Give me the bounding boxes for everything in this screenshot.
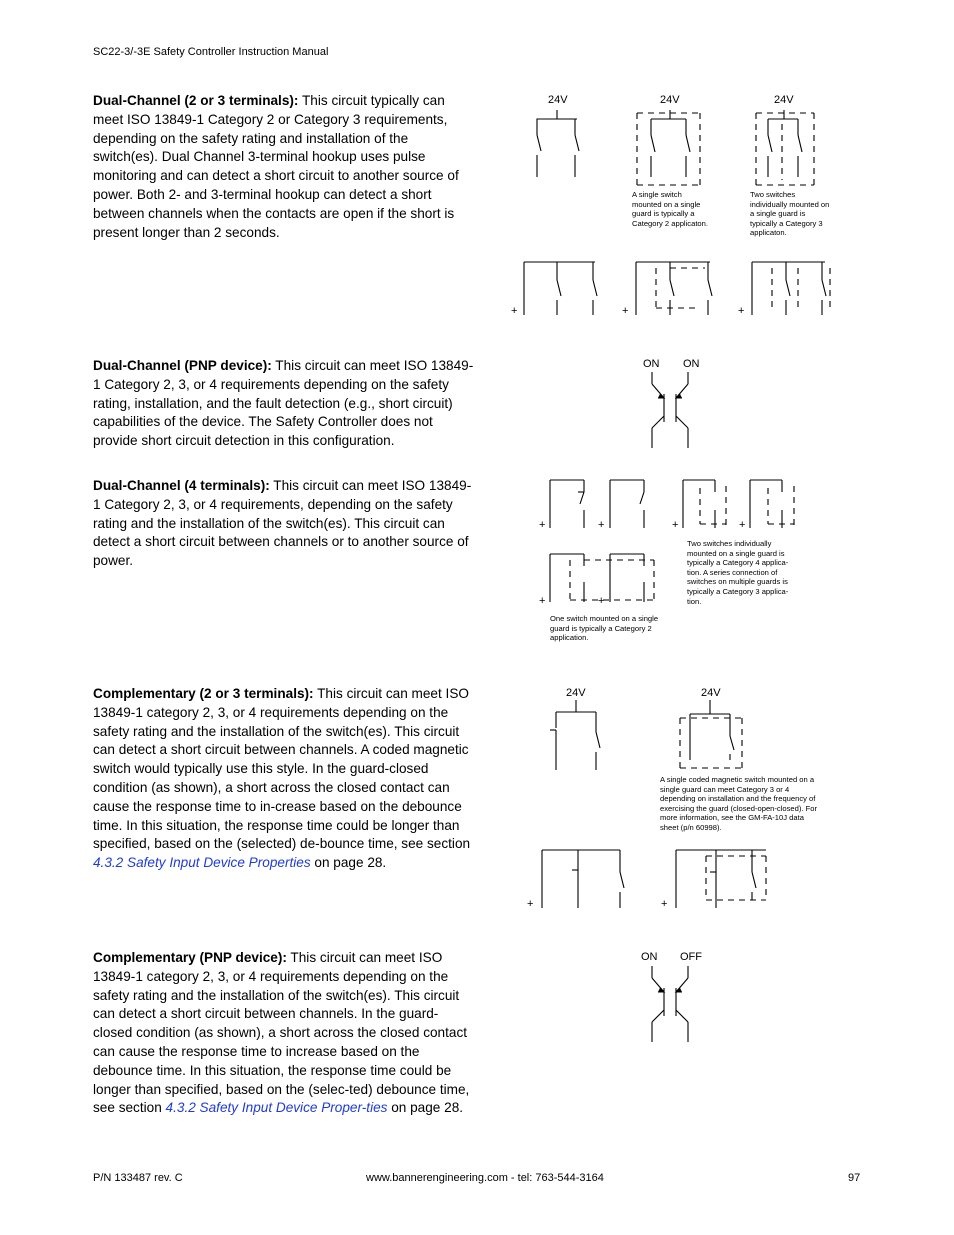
- label-24v: 24V: [774, 94, 794, 106]
- note-two-switches-cat4: Two switches individually mounted on a single guard is typically a Category 4 applica-tion. A series connection of switches on multiple guards is typically a Category 3 applica-tion.: [687, 539, 789, 606]
- plus-sign: +: [739, 519, 746, 531]
- plus-sign: +: [539, 595, 546, 607]
- plus-sign: +: [527, 898, 534, 910]
- note-coded-magnetic-switch: A single coded magnetic switch mounted on a single guard can meet Category 3 or 4 depending on installation and the frequency of exercising the guard (closed-open-closed). For more information, see the GM-FA-10J data sheet (p/n 60998).: [660, 775, 818, 832]
- section-link[interactable]: 4.3.2 Safety Input Device Proper-ties: [165, 1100, 388, 1116]
- part-number: P/N 133487 rev. C: [93, 1172, 183, 1184]
- plus-sign: +: [661, 898, 668, 910]
- label-off: OFF: [680, 951, 702, 963]
- section-heading: Dual-Channel (4 terminals):: [93, 478, 270, 493]
- section-tail: on page 28.: [387, 1100, 464, 1116]
- section-body: This circuit can meet ISO 13849-1 category 2, 3, or 4 requirements depending on the safety rating and the installation of the switch(es). This circuit can detect a short circuit between channels. In the guard-closed condition (as shown), a short across the closed contact can cause the response time to increase based on the debounce time. In this situation, the response time could be longer than specified, based on the (selec-ted) debounce time, see section: [93, 950, 470, 1116]
- plus-sign: +: [598, 595, 605, 607]
- section-body: This circuit typically can meet ISO 13849-1 Category 2 or Category 3 requirements, depending on the safety rating and installation of the switch(es). Dual Channel 3-terminal hookup uses pulse monitoring and can detect a short circuit to another source of power. Both 2- and 3-terminal hookup can detect a short between channels when the contacts are open if the short is present longer than 2 seconds.: [93, 93, 459, 240]
- section-body: This circuit can meet ISO 13849-1 Category 2, 3, or 4 requirements, depending on the safety rating and the installation of the switch(es). This circuit can detect a short circuit between channels or to another source of power.: [93, 478, 472, 569]
- note-single-switch: A single switch mounted on a single guard is typically a Category 2 applicaton.: [632, 190, 708, 228]
- section-heading: Dual-Channel (2 or 3 terminals):: [93, 93, 299, 108]
- label-on: ON: [683, 358, 700, 370]
- label-24v: 24V: [660, 94, 680, 106]
- section-heading: Dual-Channel (PNP device):: [93, 358, 272, 373]
- section-dual-channel-4: [93, 477, 475, 571]
- plus-sign: +: [672, 519, 679, 531]
- plus-sign: +: [598, 519, 605, 531]
- section-heading: Complementary (2 or 3 terminals):: [93, 686, 314, 701]
- pnp-device-on-on-icon: [648, 372, 696, 450]
- plus-sign: +: [511, 305, 518, 317]
- manual-title: SC22-3/-3E Safety Controller Instruction Manual: [93, 46, 329, 58]
- section-link[interactable]: 4.3.2 Safety Input Device Properties: [93, 855, 311, 871]
- note-one-switch-cat2: One switch mounted on a single guard is typically a Category 2 application.: [550, 614, 659, 643]
- section-heading: Complementary (PNP device):: [93, 950, 287, 965]
- label-on: ON: [641, 951, 658, 963]
- label-24v: 24V: [548, 94, 568, 106]
- section-complementary-2-3: [93, 685, 475, 873]
- pnp-device-on-off-icon: [648, 966, 696, 1044]
- footer-contact: www.bannerengineering.com - tel: 763-544-3164: [366, 1172, 604, 1184]
- section-dual-channel-pnp: [93, 357, 475, 451]
- section-body: This circuit can meet ISO 13849-1 category 2, 3, or 4 requirements depending on the safety rating and the installation of the switch(es). This circuit can detect a short circuit between channels. A coded magnetic switch would typically use this style. In the guard-closed condition (as shown), a short across the closed contact can cause the response time to in-crease based on the debounce time. In this situation, the response time could be longer than specified, based on the (selected) de-bounce time, see section: [93, 686, 471, 852]
- section-tail: on page 28.: [310, 855, 387, 871]
- section-complementary-pnp: [93, 949, 475, 1118]
- plus-sign: +: [622, 305, 629, 317]
- note-two-switches: Two switches individually mounted on a single guard is typically a Category 3 applicaton.: [750, 190, 830, 238]
- label-24v: 24V: [566, 687, 586, 699]
- label-on: ON: [643, 358, 660, 370]
- plus-sign: +: [539, 519, 546, 531]
- page-number: 97: [848, 1172, 861, 1184]
- section-body: This circuit can meet ISO 13849-1 Category 2, 3, or 4 requirements depending on the safety rating, installation, and the fault detection (e.g., short circuit) capabilities of the device. The Safety Controller does not provide short circuit detection in this configuration.: [93, 358, 474, 449]
- plus-sign: +: [738, 305, 745, 317]
- label-24v: 24V: [701, 687, 721, 699]
- section-dual-channel-2-3: [93, 92, 475, 242]
